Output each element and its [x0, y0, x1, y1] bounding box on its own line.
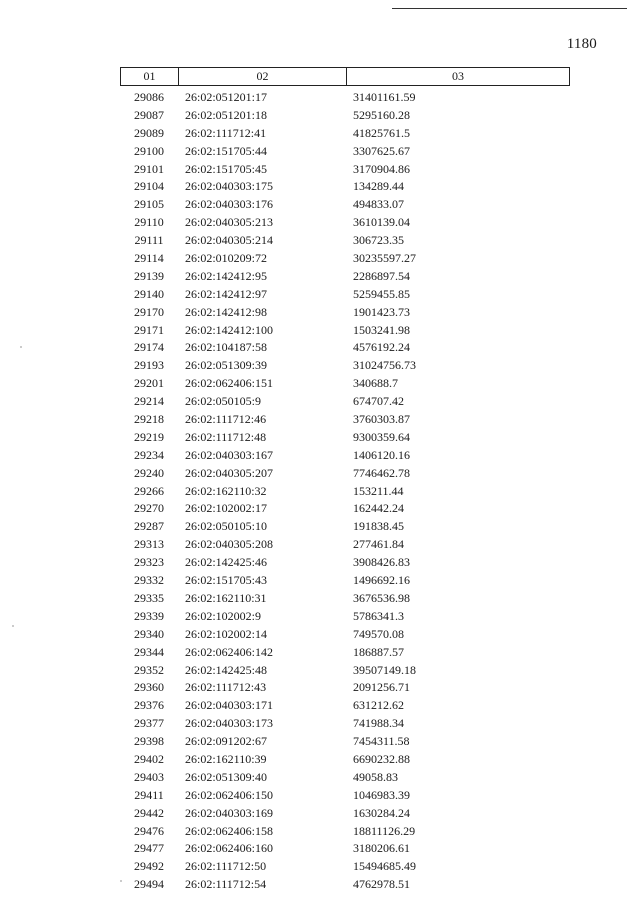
table-row	[120, 322, 570, 340]
table-row	[120, 644, 570, 662]
cell-col-03: 3610139.04	[353, 215, 410, 230]
table-row	[120, 590, 570, 608]
cell-col-03: 1901423.73	[353, 304, 410, 319]
cell-col-03: 4762978.51	[353, 877, 410, 892]
cell-col-01: 29174	[134, 340, 164, 355]
cell-col-03: 3760303.87	[353, 412, 410, 427]
table-row	[120, 733, 570, 751]
table-row	[120, 823, 570, 841]
cell-col-01: 29335	[134, 590, 164, 605]
cell-col-02: 26:02:040303:169	[185, 805, 274, 820]
cell-col-02: 26:02:142412:97	[185, 286, 268, 301]
table-row	[120, 429, 570, 447]
table-row	[120, 393, 570, 411]
cell-col-03: 1406120.16	[353, 447, 410, 462]
table-row	[120, 679, 570, 697]
cell-col-02: 26:02:062406:151	[185, 376, 274, 391]
cell-col-02: 26:02:040305:208	[185, 537, 274, 552]
cell-col-01: 29105	[134, 197, 164, 212]
cell-col-03: 3307625.67	[353, 143, 410, 158]
cell-col-03: 1496692.16	[353, 573, 410, 588]
cell-col-03: 631212.62	[353, 698, 404, 713]
table-row	[120, 89, 570, 107]
cell-col-02: 26:02:040303:176	[185, 197, 274, 212]
table-row	[120, 143, 570, 161]
cell-col-03: 277461.84	[353, 537, 404, 552]
cell-col-01: 29352	[134, 662, 164, 677]
cell-col-03: 6690232.88	[353, 751, 410, 766]
cell-col-01: 29219	[134, 429, 164, 444]
cell-col-02: 26:02:142425:48	[185, 662, 268, 677]
cell-col-01: 29287	[134, 519, 164, 534]
cell-col-03: 41825761.5	[353, 125, 410, 140]
scan-speck	[20, 346, 22, 348]
cell-col-02: 26:02:111712:46	[185, 412, 267, 427]
cell-col-01: 29411	[134, 787, 164, 802]
table-row	[120, 751, 570, 769]
table-row	[120, 465, 570, 483]
table-row	[120, 250, 570, 268]
cell-col-03: 674707.42	[353, 394, 404, 409]
cell-col-01: 29344	[134, 644, 164, 659]
cell-col-03: 5786341.3	[353, 608, 404, 623]
cell-col-03: 3908426.83	[353, 555, 410, 570]
cell-col-02: 26:02:040305:207	[185, 465, 274, 480]
cell-col-03: 1503241.98	[353, 322, 410, 337]
cell-col-01: 29398	[134, 734, 164, 749]
table-row	[120, 715, 570, 733]
table-row	[120, 107, 570, 125]
table-row	[120, 518, 570, 536]
cell-col-01: 29114	[134, 251, 164, 266]
cell-col-03: 494833.07	[353, 197, 404, 212]
cell-col-03: 191838.45	[353, 519, 404, 534]
cell-col-03: 49058.83	[353, 769, 398, 784]
cell-col-03: 1630284.24	[353, 805, 410, 820]
cell-col-01: 29218	[134, 412, 164, 427]
cell-col-03: 31401161.59	[353, 90, 416, 104]
cell-col-02: 26:02:062406:160	[185, 841, 274, 856]
cell-col-02: 26:02:111712:54	[185, 877, 267, 892]
cell-col-02: 26:02:040303:175	[185, 179, 274, 194]
cell-col-03: 741988.34	[353, 716, 404, 731]
table-row	[120, 375, 570, 393]
cell-col-02: 26:02:104187:58	[185, 340, 268, 355]
table-row	[120, 626, 570, 644]
cell-col-03: 2091256.71	[353, 680, 410, 695]
table-header	[120, 67, 570, 86]
top-rule	[392, 8, 627, 9]
page-number: 1180	[566, 36, 597, 52]
cell-col-02: 26:02:051201:18	[185, 107, 268, 122]
cell-col-02: 26:02:040305:214	[185, 233, 274, 248]
cell-col-02: 26:02:062406:142	[185, 644, 274, 659]
cell-col-03: 7746462.78	[353, 465, 410, 480]
cell-col-02: 26:02:051201:17	[185, 90, 268, 104]
header-col-02: 02	[179, 68, 347, 85]
cell-col-01: 29101	[134, 161, 164, 176]
cell-col-03: 134289.44	[353, 179, 404, 194]
cell-col-02: 26:02:142412:95	[185, 268, 268, 283]
table-row	[120, 572, 570, 590]
table-row	[120, 161, 570, 179]
cell-col-01: 29442	[134, 805, 164, 820]
cell-col-03: 749570.08	[353, 626, 404, 641]
table-row	[120, 447, 570, 465]
cell-col-01: 29360	[134, 680, 164, 695]
cell-col-01: 29376	[134, 698, 164, 713]
cell-col-02: 26:02:050105:10	[185, 519, 268, 534]
header-col-03: 03	[452, 69, 464, 83]
cell-col-01: 29313	[134, 537, 164, 552]
table-row	[120, 805, 570, 823]
cell-col-02: 26:02:102002:9	[185, 608, 262, 623]
cell-col-01: 29201	[134, 376, 164, 391]
cell-col-01: 29140	[134, 286, 164, 301]
table-row	[120, 286, 570, 304]
cell-col-01: 29111	[134, 233, 164, 248]
cell-col-02: 26:02:111712:43	[185, 680, 267, 695]
cell-col-03: 153211.44	[353, 483, 404, 498]
table-row	[120, 268, 570, 286]
cell-col-02: 26:02:111712:50	[185, 859, 267, 874]
cell-col-03: 30235597.27	[353, 251, 416, 266]
cell-col-02: 26:02:151705:43	[185, 573, 268, 588]
cell-col-03: 3180206.61	[353, 841, 410, 856]
cell-col-02: 26:02:162110:31	[185, 590, 267, 605]
table-row	[120, 411, 570, 429]
cell-col-03: 9300359.64	[353, 429, 410, 444]
cell-col-03: 162442.24	[353, 501, 404, 516]
cell-col-01: 29234	[134, 447, 164, 462]
cell-col-02: 26:02:040303:167	[185, 447, 274, 462]
table-row	[120, 483, 570, 501]
cell-col-03: 5259455.85	[353, 286, 410, 301]
cell-col-01: 29086	[134, 90, 164, 104]
cell-col-01: 29139	[134, 268, 164, 283]
cell-col-02: 26:02:151705:45	[185, 161, 268, 176]
cell-col-02: 26:02:162110:32	[185, 483, 267, 498]
table-row	[120, 357, 570, 375]
cell-col-02: 26:02:040303:171	[185, 698, 274, 713]
cell-col-03: 3170904.86	[353, 161, 410, 176]
cell-col-01: 29494	[134, 877, 164, 892]
table-row	[120, 232, 570, 250]
cell-col-01: 29171	[134, 322, 164, 337]
cell-col-02: 26:02:010209:72	[185, 251, 268, 266]
cell-col-01: 29323	[134, 555, 164, 570]
cell-col-03: 7454311.58	[353, 734, 410, 749]
cell-col-03: 39507149.18	[353, 662, 416, 677]
cell-col-01: 29492	[134, 859, 164, 874]
table-row	[120, 196, 570, 214]
cell-col-02: 26:02:102002:17	[185, 501, 268, 516]
cell-col-01: 29110	[134, 215, 164, 230]
table-row	[120, 769, 570, 787]
table-row	[120, 214, 570, 232]
cell-col-03: 5295160.28	[353, 107, 410, 122]
cell-col-02: 26:02:142425:46	[185, 555, 268, 570]
cell-col-02: 26:02:102002:14	[185, 626, 268, 641]
table-row	[120, 787, 570, 805]
cell-col-02: 26:02:050105:9	[185, 394, 262, 409]
scan-speck	[12, 625, 14, 627]
cell-col-03: 18811126.29	[353, 823, 416, 838]
cell-col-03: 306723.35	[353, 233, 404, 248]
cell-col-02: 26:02:091202:67	[185, 734, 268, 749]
cell-col-01: 29339	[134, 608, 164, 623]
table-row	[120, 125, 570, 143]
header-col-01: 01	[121, 68, 179, 85]
cell-col-02: 26:02:040305:213	[185, 215, 274, 230]
cell-col-01: 29087	[134, 107, 164, 122]
cell-col-03: 15494685.49	[353, 859, 416, 874]
table-row	[120, 500, 570, 518]
cell-col-01: 29402	[134, 751, 164, 766]
cell-col-01: 29477	[134, 841, 164, 856]
cell-col-01: 29240	[134, 465, 164, 480]
cell-col-02: 26:02:162110:39	[185, 751, 267, 766]
cell-col-02: 26:02:062406:158	[185, 823, 274, 838]
data-table	[120, 67, 570, 894]
cell-col-01: 29340	[134, 626, 164, 641]
cell-col-03: 186887.57	[353, 644, 404, 659]
cell-col-01: 29089	[134, 125, 164, 140]
cell-col-01: 29104	[134, 179, 164, 194]
cell-col-03: 1046983.39	[353, 787, 410, 802]
cell-col-02: 26:02:142412:98	[185, 304, 268, 319]
cell-col-02: 26:02:111712:48	[185, 429, 267, 444]
cell-col-03: 2286897.54	[353, 268, 410, 283]
table-row	[120, 662, 570, 680]
cell-col-03: 4576192.24	[353, 340, 410, 355]
cell-col-01: 29214	[134, 394, 164, 409]
cell-col-01: 29476	[134, 823, 164, 838]
cell-col-03: 340688.7	[353, 376, 398, 391]
table-row	[120, 178, 570, 196]
table-row	[120, 876, 570, 894]
cell-col-02: 26:02:151705:44	[185, 143, 268, 158]
table-body	[120, 89, 570, 894]
cell-col-02: 26:02:051309:39	[185, 358, 268, 373]
cell-col-01: 29100	[134, 143, 164, 158]
table-row	[120, 339, 570, 357]
cell-col-02: 26:02:040303:173	[185, 716, 274, 731]
scan-speck	[120, 880, 122, 882]
table-row	[120, 304, 570, 322]
cell-col-02: 26:02:142412:100	[185, 322, 274, 337]
cell-col-02: 26:02:051309:40	[185, 769, 268, 784]
cell-col-01: 29332	[134, 573, 164, 588]
cell-col-03: 3676536.98	[353, 590, 410, 605]
cell-col-01: 29193	[134, 358, 164, 373]
table-row	[120, 697, 570, 715]
cell-col-02: 26:02:062406:150	[185, 787, 274, 802]
cell-col-01: 29403	[134, 769, 164, 784]
cell-col-01: 29266	[134, 483, 164, 498]
cell-col-02: 26:02:111712:41	[185, 125, 267, 140]
table-row	[120, 858, 570, 876]
cell-col-01: 29270	[134, 501, 164, 516]
cell-col-03: 31024756.73	[353, 358, 416, 373]
table-row	[120, 554, 570, 572]
table-row	[120, 608, 570, 626]
table-row	[120, 536, 570, 554]
cell-col-01: 29377	[134, 716, 164, 731]
table-row	[120, 840, 570, 858]
cell-col-01: 29170	[134, 304, 164, 319]
